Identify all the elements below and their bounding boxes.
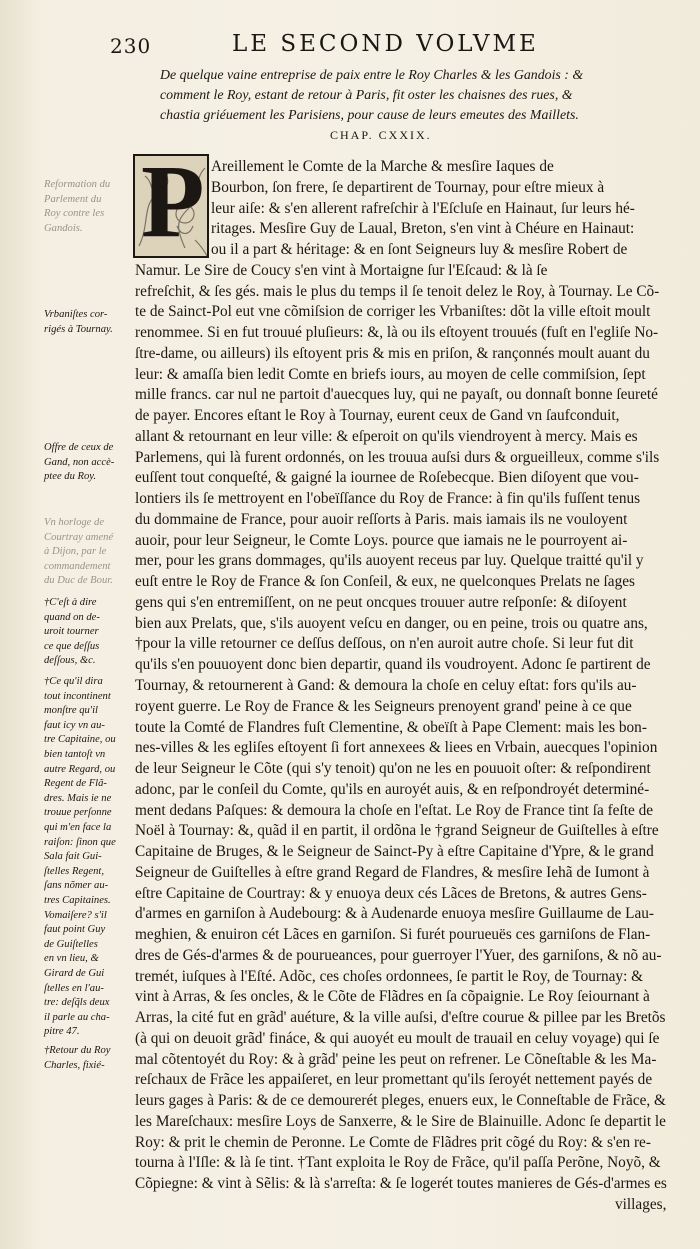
margin-note-line: Roy contre les bbox=[44, 208, 105, 220]
margin-note-line: du Duc de Bour. bbox=[44, 575, 113, 587]
text-line: ſtre-dame, ou ailleurs) ils eſtoyent pris & mis en priſon, & rançonnés moult auant du bbox=[135, 344, 650, 362]
margin-note-line: qui m'en face la bbox=[44, 822, 112, 833]
text-line: Bourbon, ſon frere, ſe departirent de Tournay, pour eſtre mieux à bbox=[211, 178, 605, 196]
text-line: Parlemens, qui là furent ordonnés, on les trouua auſsi durs & orgueilleux, comme s'ils bbox=[135, 448, 660, 466]
margin-note-line: faut point Guy bbox=[44, 924, 106, 936]
margin-note-line: ce que deſſus bbox=[44, 640, 100, 652]
decorated-initial bbox=[133, 154, 209, 258]
text-line: leur aiſe: & s'en allerent rafreſchir à l'Eſcluſe en Hainaut, ſur leurs hé- bbox=[211, 199, 635, 217]
margin-note-line: pitre 47. bbox=[44, 1026, 80, 1038]
text-line: te de Sainct-Pol eut vne cõmiſsion de corriger les Vrbaniſtes: dõt la ville eſtoit moult bbox=[135, 303, 651, 321]
chapter-number: CHAP. CXXIX. bbox=[330, 128, 432, 142]
text-line: leur: & amaſſa bien ledit Comte en briefs iours, au moyen de celle commiſsion, ſept bbox=[135, 365, 646, 383]
text-line: Noël à Tournay: &, quãd il en partit, il ordõna le †grand Seigneur de Guiſtelles à eſtre bbox=[135, 822, 659, 840]
running-title: LE SECOND VOLVME bbox=[232, 31, 539, 57]
text-line: allant & retournant en leur ville: & eſperoit on qu'ils viendroyent à mercy. Mais es bbox=[135, 427, 638, 445]
margin-note-line: ſtelles Regent, bbox=[44, 865, 105, 877]
text-line: euſt entre le Roy de France & ſon Conſeil, & eux, ne quelconques Prelats ne ſages bbox=[135, 573, 635, 591]
text-line: dres de Gés-d'armes & de pourueances, pour guerroyer l'Yuer, des garniſons, & nõ au- bbox=[135, 946, 662, 964]
margin-note-line: tres Capitaines. bbox=[44, 895, 111, 906]
chapter-summary bbox=[160, 66, 660, 126]
margin-note-line: uroit tourner bbox=[44, 626, 99, 638]
margin-note-line: raiſon: ſinon que bbox=[44, 836, 116, 848]
margin-note-line: trouue perſonne bbox=[44, 807, 112, 819]
text-line: Roy: & prit le chemin de Peronne. Le Comte de Flãdres prit cõgé du Roy: & s'en re- bbox=[135, 1133, 651, 1151]
margin-note-line: ptee du Roy. bbox=[44, 471, 97, 483]
margin-note-line: †Retour du Roy bbox=[44, 1045, 111, 1056]
text-line: qu'ils s'en pouuoyent donc bien departir, quand ils voudroyent. Adonc ſe partirent de bbox=[135, 656, 651, 674]
text-line: royent guerre. Le Roy de France & les Seigneurs prenoyent grand' peine à ce que bbox=[135, 697, 632, 715]
text-line: ritages. Mesſire Guy de Laual, Breton, s'en vint à Chéure en Hainaut: bbox=[211, 220, 635, 238]
margin-note-line: commandement bbox=[44, 560, 111, 572]
margin-note-line: Vrbaniſtes cor- bbox=[44, 309, 108, 320]
text-line: refreſchit, & ſes gés. mais le plus du temps il ſe tenoit delez le Roy, à Tournay. Le Cõ- bbox=[135, 282, 660, 300]
text-line: reſchaux de Frãce les appaiſeret, en leur promettant qu'ils ſeroyét nettement payés de bbox=[135, 1071, 653, 1089]
text-line: Areillement le Comte de la Marche & mesſire Iaques de bbox=[211, 158, 554, 175]
summary-line: chastia griéuement les Parisiens, pour cause de leurs emeutes des Maillets. bbox=[160, 108, 579, 123]
margin-note-line: deſſous, &c. bbox=[44, 655, 96, 667]
text-line: de leur Seigneur le Cõte (qui s'y tenoit) qu'on ne les en pouuoit oſter: & reſpondirent bbox=[135, 760, 651, 778]
margin-note-line: quand on de- bbox=[44, 611, 100, 623]
text-line: Arras, la cité fut en grãd' auéture, & la ville auſsi, d'eſtre courue & pillee par les Bretõs bbox=[135, 1009, 666, 1027]
margin-note-line: de Guiſtelles bbox=[44, 938, 98, 950]
text-line: vint à Arras, & ſes oncles, & le Cõte de Flãdres en ſa cõpaignie. Le Roy ſeiournant à bbox=[135, 988, 650, 1006]
margin-note-line: Reformation du bbox=[44, 179, 111, 190]
margin-note-line: tre Capitaine, ou bbox=[44, 734, 116, 746]
margin-note-line: †Ce qu'il dira bbox=[44, 676, 103, 687]
text-line: leurs gages à Paris: & de ce demourerét pleges, enuers eux, le Conneſtable de Frãce, & bbox=[135, 1092, 666, 1110]
margin-note-line: Regent de Flã- bbox=[44, 778, 107, 790]
text-line: les Mareſchaux: mesſire Loys de Sanxerre, & le Sire de Blainuille. Adonc ſe departit le bbox=[135, 1112, 666, 1130]
margin-note-line: tout incontinent bbox=[44, 690, 111, 702]
page-header bbox=[110, 28, 600, 58]
margin-note-line: Gand, non accè- bbox=[44, 456, 115, 468]
margin-note-line: rigés à Tournay. bbox=[44, 323, 113, 335]
summary-line: De quelque vaine entreprise de paix entre le Roy Charles & les Gandois : & bbox=[160, 68, 584, 83]
text-line: bien aux Prelats, que, s'ils auoyent veſcu en danger, ou en peine, trois ou quatre ans, bbox=[135, 614, 648, 632]
margin-note-line: ſtelles en l'au- bbox=[44, 982, 104, 994]
text-line: gens qui s'en entremiſſent, on ne peut oncques trouuer autre reſponſe: & diſoyent bbox=[135, 593, 627, 611]
text-line: eſtre Capitaine de Courtray: & y enuoya deux cés Lãces de Bretons, & autres Gens- bbox=[135, 884, 647, 902]
margin-note-line: Offre de ceux de bbox=[44, 442, 114, 453]
margin-note-line: monſtre qu'il bbox=[44, 705, 98, 717]
text-line: meghien, & enuiron cét Lãces en garniſon. Si furét pourueuës ces garniſons de Flan- bbox=[135, 926, 651, 944]
margin-note-line: autre Regard, ou bbox=[44, 763, 116, 775]
text-line: Namur. Le Sire de Coucy s'en vint à Mortaigne ſur l'Eſcaud: & là ſe bbox=[135, 261, 548, 279]
margin-note-line: Vomaiſere? s'il bbox=[44, 909, 107, 921]
text-line: mille francs. car nul ne partoit d'auecques luy, qui ne payaſt, ou donnaſt bonne ſeureté bbox=[135, 386, 658, 404]
margin-note-line: faut icy vn au- bbox=[44, 719, 105, 731]
margin-note-line: Parlement du bbox=[44, 193, 102, 205]
margin-note-line: ſans nõmer au- bbox=[44, 880, 109, 892]
text-line: renommee. Si en fut trouué pluſieurs: &, là ou ils eſtoyent trouués (fuſt en l'egliſe No- bbox=[135, 324, 659, 342]
margin-note-line: dres. Mais ie ne bbox=[44, 792, 112, 804]
margin-note-line: Sala fait Gui- bbox=[44, 851, 102, 863]
margin-note-line: Courtray amené bbox=[44, 531, 114, 543]
margin-note-line: bien tantoſt vn bbox=[44, 749, 106, 760]
text-line: toute la Comté de Flandres fuſt Clementine, & obeïſt à Pape Clement: mais les bon- bbox=[135, 718, 647, 736]
text-line: †pour la ville retourner ce deſſus deſſous, on n'en auroit autre choſe. Si leur fut dit bbox=[135, 635, 634, 653]
margin-note-line: Gandois. bbox=[44, 222, 83, 234]
margin-note-line: en vn lieu, & bbox=[44, 953, 99, 965]
text-line: du dommaine de France, pour auoir reſſorts à Paris. mais iamais ils ne vouloyent bbox=[135, 510, 628, 528]
text-line: Capitaine de Bruges, & le Seigneur de Sainct-Py à eſtre Capitaine d'Ypre, & le grand bbox=[135, 843, 654, 861]
text-line: de payer. Encores eſtant le Roy à Tournay, eurent ceux de Gand vn ſaufconduit, bbox=[135, 407, 620, 425]
margin-note-line: †C'eſt à dire bbox=[44, 597, 97, 608]
text-line: nes-villes & les egliſes eſtoyent ſi fort annexees & liees en Vrbain, auecques l'opinion bbox=[135, 739, 658, 757]
folio-number: 230 bbox=[110, 34, 152, 58]
margin-note-line: à Dijon, par le bbox=[44, 546, 107, 558]
text-line: Tournay, & retournerent à Gand: & demoura la choſe en celuy eſtat: fors qu'ils au- bbox=[135, 677, 637, 694]
text-line: Seigneur de Guiſtelles à eſtre grand Regard de Flandres, & mesſire Iehã de Iumont à bbox=[135, 863, 650, 881]
text-line: ou il a part & héritage: & en ſont Seigneurs luy & mesſire Robert de bbox=[211, 241, 628, 259]
text-line: tremét, iuſques à l'Eſté. Adõc, ces choſes ordonnees, ſe partit le Roy, de Tournay: & bbox=[135, 967, 644, 985]
text-line: auoir, pour leur Seigneur, le Comte Loys. pource que iamais ne le pourroyent ai- bbox=[135, 531, 628, 549]
summary-line: comment le Roy, estant de retour à Paris, fit oster les chaisnes des rues, & bbox=[160, 88, 573, 103]
text-line: euſſent tout conqueſté, & gaigné la iournee de Roſebecque. Bien diſoyent que vou- bbox=[135, 469, 639, 487]
margin-note-line: Girard de Gui bbox=[44, 968, 105, 979]
margin-note-line: il parle au cha- bbox=[44, 1011, 110, 1023]
margin-note-line: Charles, fixié- bbox=[44, 1059, 105, 1071]
text-line: (à qui on deuoit grãd' fináce, & qui auoyét eu moult de trauail en celuy voyage) qui ſe bbox=[135, 1029, 660, 1047]
text-line: d'armes en garniſon à Audebourg: & à Audenarde enuoya mesſire Guillaume de Lau- bbox=[135, 905, 655, 923]
margin-note-line: Vn horloge de bbox=[44, 517, 105, 528]
text-line: mer, pour les grans dommages, qu'ils auoyent receus par luy. Quelque traitté qu'il y bbox=[135, 552, 644, 570]
text-line: Cõpiegne: & vint à Sẽlis: & là s'arreſta: & ſe logerét toutes manieres de Gés-d'armes es bbox=[135, 1175, 667, 1193]
catchword-line: villages, bbox=[615, 1196, 667, 1213]
text-line: lontiers ils ſe mettroyent en l'obeïſſance du Roy de France: à fin qu'ils fuſſent tenus bbox=[135, 490, 641, 508]
text-line: adonc, par le conſeil du Comte, qu'ils en auroyét auis, & en reſpondroyét determiné- bbox=[135, 780, 650, 798]
text-line: tourna à l'Iſle: & là ſe tint. †Tant exploita le Roy de Frãce, qu'il paſſa Perõne, Noyõ, & bbox=[135, 1154, 661, 1172]
text-line: ment dedans Paſques: & demoura la choſe en l'eſtat. Le Roy de France tint ſa feſte de bbox=[135, 801, 654, 819]
initial-letter: P bbox=[141, 154, 205, 258]
margin-note-line: tre: deſq̃ls deux bbox=[44, 997, 110, 1009]
text-line: mal cõtentoyét du Roy: & à grãd' peine les peut on refrener. Le Cõneſtable & les Ma- bbox=[135, 1050, 657, 1068]
